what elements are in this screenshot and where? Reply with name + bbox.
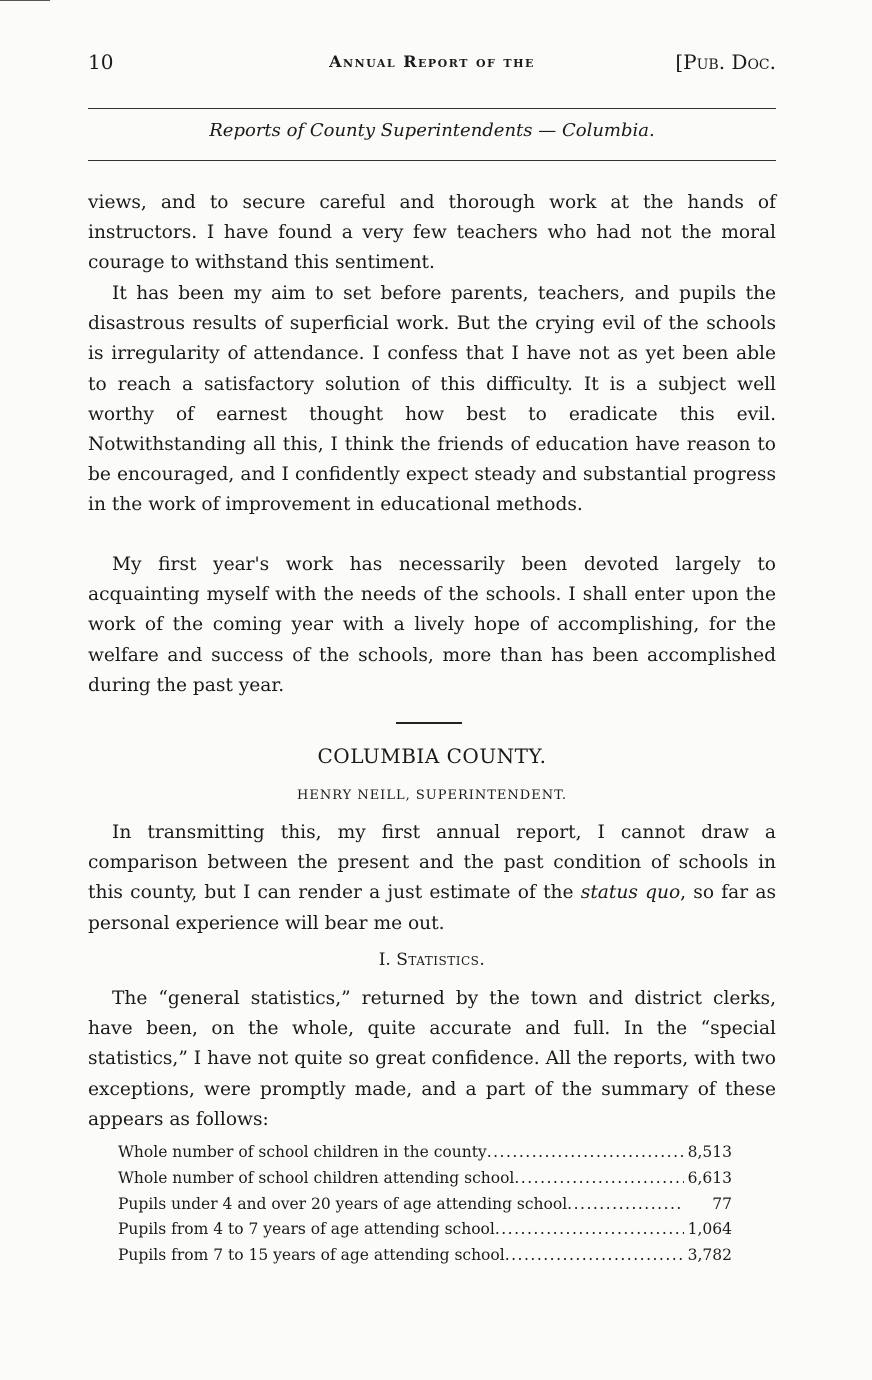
section-title: Statistics. [396,950,486,970]
stat-label: Pupils from 7 to 15 years of age attending school [118,1246,505,1265]
paragraph-continued: views, and to secure careful and thorough work at the hands of instructors. I have found a very few teachers who had not the moral courage to withstand this sentiment. [88,192,776,274]
leader-dots [487,1140,684,1166]
county-title: COLUMBIA COUNTY. [317,744,547,768]
corner-mark [0,0,50,1]
stat-label: Whole number of school children attending school [118,1168,515,1187]
table-row [118,1243,732,1269]
document-type: [Pub. Doc. [675,50,776,74]
header-rule-top [88,108,776,109]
leader-dots [567,1192,684,1218]
section-subheading: Reports of County Superintendents — Columbia. [209,120,655,141]
table-row [118,1217,732,1243]
stat-value: 6,613 [687,1168,732,1187]
superintendent-name: HENRY NEILL, SUPERINTENDENT. [297,788,567,803]
page-header [88,50,776,80]
leader-dots [495,1217,684,1243]
status-quo-text: status quo [580,882,681,904]
statistics-table [118,1140,732,1269]
stat-value: 1,064 [687,1220,732,1239]
table-row [118,1166,732,1192]
header-rule-bottom [88,160,776,161]
intro-text-end: , so far as personal experience will bear me out. [88,882,776,934]
stat-value: 3,782 [687,1246,732,1265]
table-row [118,1192,732,1218]
statistics-heading [88,950,776,970]
stat-label: Whole number of school children in the county [118,1143,487,1161]
page-number: 10 [88,50,114,74]
leader-dots [505,1243,684,1269]
paragraph-aim: It has been my aim to set before parents, teachers, and pupils the disastrous results of superficial work. But the crying evil of the schools is irregularity of attendance. I confess that I have not as yet been able to reach a satisfactory solution of this difficulty. It is a subject well worthy of earnest thought how best to eradicate this evil. Notwithstanding all this, I think the friends of education have reason to be encouraged, and I confidently expect steady and substantial progress in the work of improvement in educational methods. [88,283,776,516]
paragraph-first-year: My first year's work has necessarily been devoted largely to acquainting myself with the needs of the schools. I shall enter upon the work of the coming year with a lively hope of accomplishing, for the welfare and success of the schools, more than has been accomplished during the past year. [88,554,776,696]
table-row [118,1140,732,1166]
stat-value: 77 [712,1194,732,1213]
paragraph-transmitting [88,818,776,939]
leader-dots [514,1166,684,1192]
running-title: Annual Report of the [329,52,535,71]
paragraph-statistics: The “general statistics,” returned by the town and district clerks, have been, on the whole, quite accurate and full. In the “special statistics,” I have not quite so great confidence. All the reports, with two exceptions, were promptly made, and a part of the summary of these appears as follows: [88,988,776,1130]
intro-text: In transmitting this, my first annual report, I cannot draw a comparison between the present and the past condition of schools in this county, but I can render a just estimate of the [88,822,776,904]
stat-label: Pupils under 4 and over 20 years of age attending school [118,1194,568,1213]
section-divider [396,722,462,724]
stat-label: Pupils from 4 to 7 years of age attending school [118,1220,495,1239]
section-numeral: I. [378,950,391,970]
stat-value: 8,513 [687,1143,732,1161]
